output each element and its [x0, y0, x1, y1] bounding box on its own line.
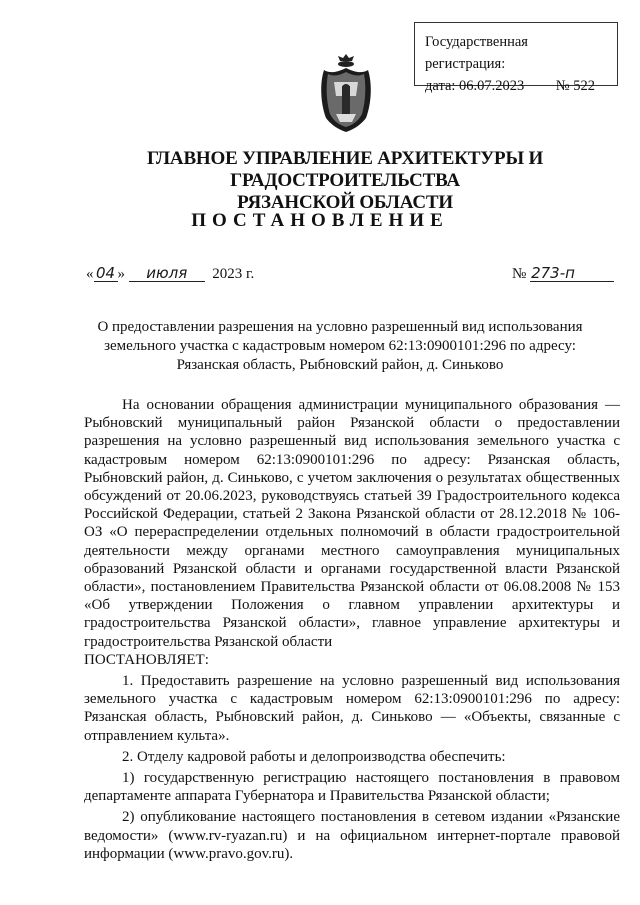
document-type-heading: ПОСТАНОВЛЕНИЕ — [191, 210, 449, 231]
document-number — [512, 265, 614, 283]
number-value: 273-п — [530, 265, 614, 282]
resolves-heading: ПОСТАНОВЛЯЕТ: — [84, 651, 209, 668]
item-2-1-paragraph: 1) государственную регистрацию настоящего постановления в правовом департаменте аппарата Губернатора и Правительства Рязанской области; — [84, 770, 620, 805]
date-open-quote: « — [86, 266, 94, 282]
preamble-paragraph: На основании обращения администрации муниципального образования — Рыбновский муниципальный район Рязанской области о предоставлении разрешения на условно разрешенный вид использования земельного участка с кадастровым номером 62:13:0900101:296 по адресу: Рязанская область, Рыбновский район, д. Синьково, с учетом заключения о результатах общественных обсуждений от 20.06.2023, руководствуясь статьей 39 Градостроительного кодекса Российской Федерации, статьей 2 Закона Рязанской области от 28.12.2018 № 106-ОЗ «О перераспределении отдельных полномочий в области градостроительной деятельности между органами местного самоуправления муниципальных образований Рязанской области и органами государственной власти Рязанской области», постановлением Правительства Рязанской области от 06.08.2008 № 153 «Об утверждении Положения о главном управлении архитектуры и градостроительства Рязанской области», главное управление архитектуры и градостроительства Рязанской области — [84, 397, 620, 650]
date-day: 04 — [94, 265, 118, 282]
registration-title: Государственная регистрация: — [425, 34, 528, 72]
subject-line-1: О предоставлении разрешения на условно разрешенный вид использования — [97, 319, 583, 335]
organization-name — [70, 148, 620, 214]
registration-number: № 522 — [555, 78, 595, 94]
date-year: 2023 г. — [212, 266, 255, 282]
subject-line-2: земельного участка с кадастровым номером 62:13:0900101:296 по адресу: — [104, 338, 576, 354]
registration-date: дата: 06.07.2023 — [425, 78, 525, 94]
organization-line-2: РЯЗАНСКОЙ ОБЛАСТИ — [237, 192, 453, 213]
item-2-2-paragraph: 2) опубликование настоящего постановления в сетевом издании «Рязанские ведомости» (www.rv-ryazan.ru) и на официальном интернет-портале правовой информации (www.pravo.gov.ru). — [84, 809, 620, 862]
document-date — [86, 265, 254, 283]
date-month: июля — [129, 265, 205, 282]
document-body — [84, 396, 620, 863]
registration-details — [425, 75, 609, 97]
coat-of-arms-icon — [318, 52, 374, 136]
item-2-paragraph: 2. Отделу кадровой работы и делопроизводства обеспечить: — [122, 748, 506, 765]
document-subject — [80, 318, 600, 375]
item-1-paragraph: 1. Предоставить разрешение на условно разрешенный вид использования земельного участка с кадастровым номером 62:13:0900101:296 по адресу: Рязанская область, Рыбновский район, д. Синьково — «Объекты, связанные с отправлением культа». — [84, 673, 620, 744]
organization-line-1: ГЛАВНОЕ УПРАВЛЕНИЕ АРХИТЕКТУРЫ И ГРАДОСТРОИТЕЛЬСТВА — [146, 148, 544, 191]
registration-stamp — [414, 22, 618, 94]
number-sign: № — [512, 266, 527, 282]
subject-line-3: Рязанская область, Рыбновский район, д. Синьково — [176, 357, 504, 373]
date-close-quote: » — [117, 266, 125, 282]
